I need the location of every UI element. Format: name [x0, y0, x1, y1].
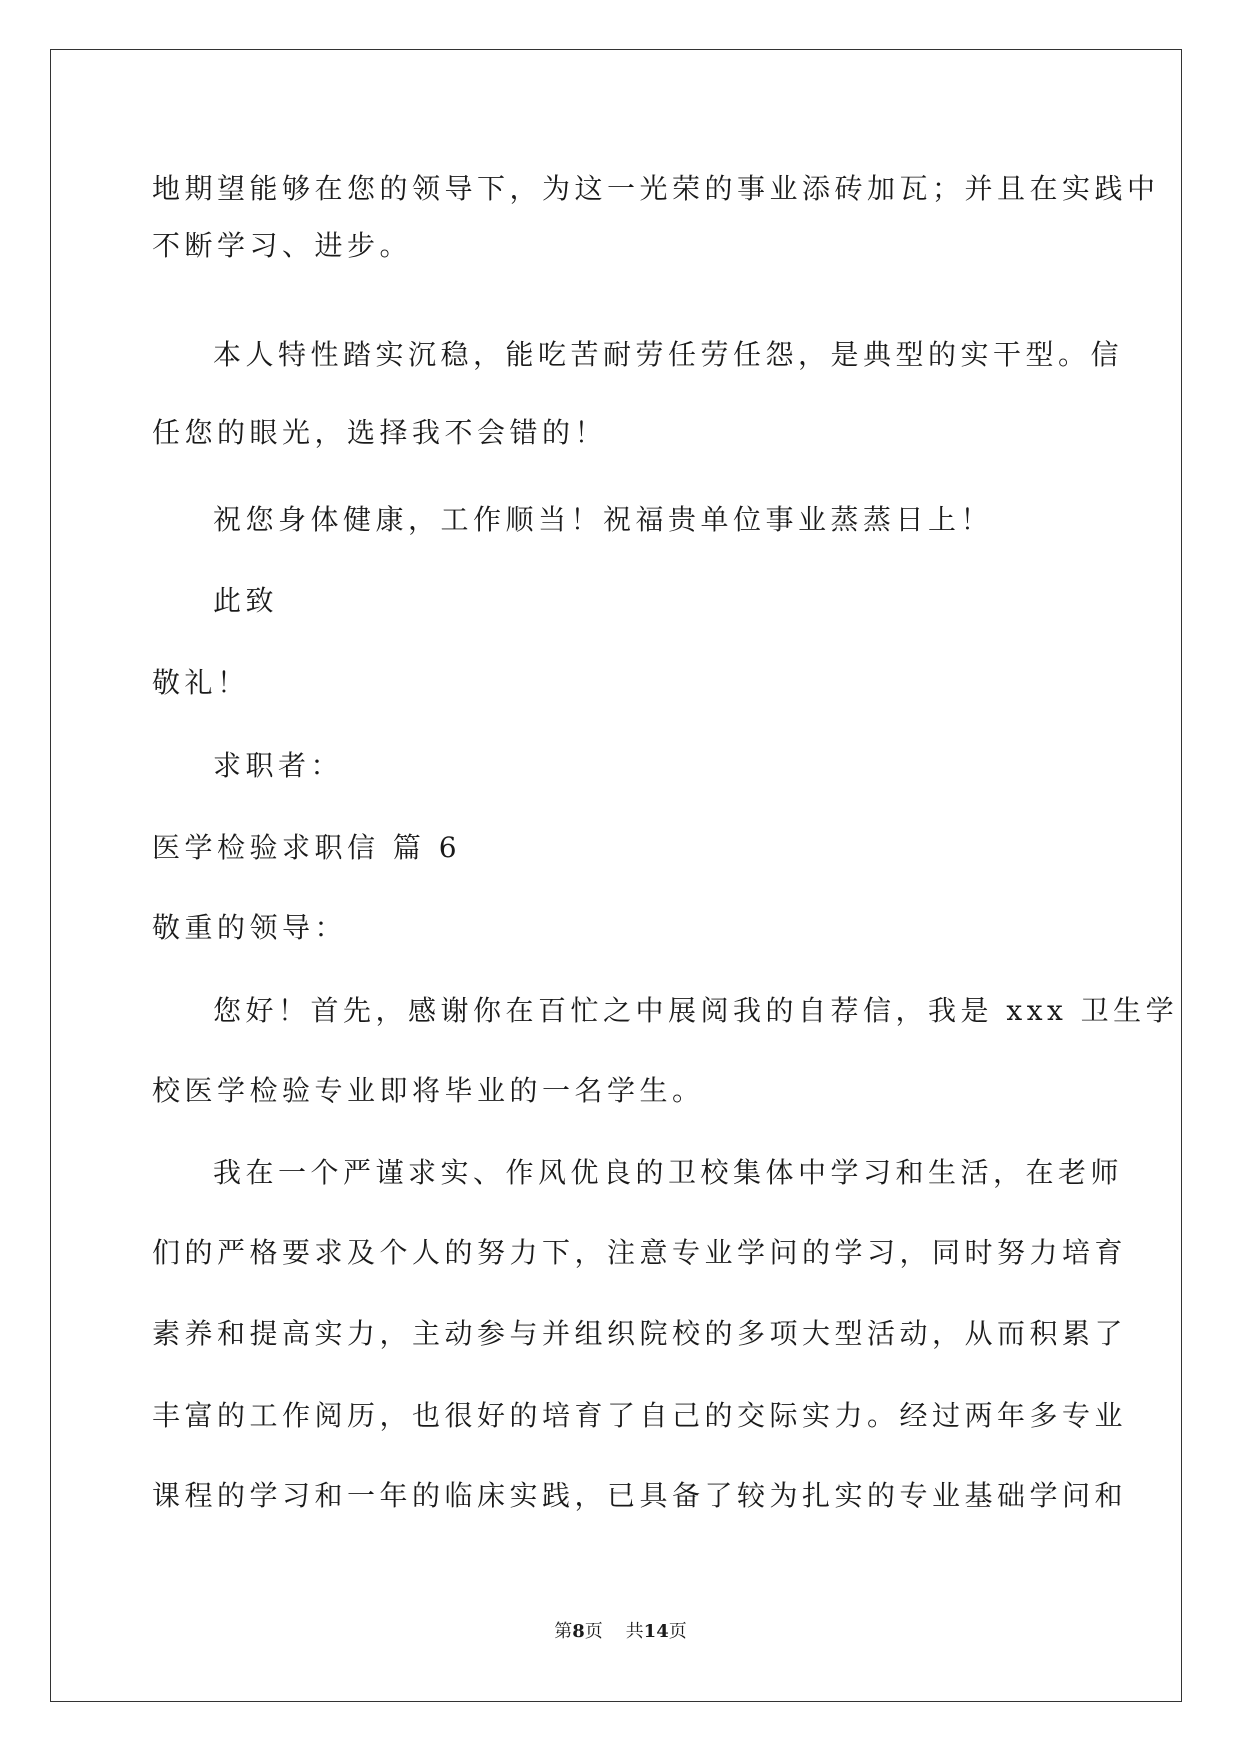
text-line: 本人特性踏实沉稳，能吃苦耐劳任劳任怨，是典型的实干型。信 — [213, 338, 1124, 371]
text-line: 此致 — [213, 584, 279, 617]
text-line: 校医学检验专业即将毕业的一名学生。 — [152, 1074, 705, 1107]
text-line: 素养和提高实力，主动参与并组织院校的多项大型活动，从而积累了 — [152, 1317, 1128, 1350]
text-line: 求职者： — [213, 749, 344, 782]
text-line: 您好！首先，感谢你在百忙之中展阅我的自荐信，我是 xxx 卫生学 — [213, 994, 1179, 1027]
text-line: 课程的学习和一年的临床实践，已具备了较为扎实的专业基础学问和 — [152, 1479, 1128, 1512]
page-number — [0, 1620, 1241, 1644]
page-border — [50, 49, 1182, 1702]
page-prefix: 第 — [554, 1621, 573, 1642]
current-page: 8 — [572, 1621, 585, 1642]
salutation: 敬重的领导： — [152, 911, 348, 944]
text-line: 敬礼！ — [152, 666, 250, 699]
total-pages: 14 — [643, 1621, 669, 1642]
text-line: 们的严格要求及个人的努力下，注意专业学问的学习，同时努力培育 — [152, 1236, 1128, 1269]
text-line: 丰富的工作阅历，也很好的培育了自己的交际实力。经过两年多专业 — [152, 1399, 1128, 1432]
text-line: 祝您身体健康，工作顺当！祝福贵单位事业蒸蒸日上！ — [213, 503, 994, 536]
page-mid: 页 共 — [584, 1621, 644, 1642]
text-line: 不断学习、进步。 — [152, 229, 413, 262]
text-line: 我在一个严谨求实、作风优良的卫校集体中学习和生活，在老师 — [213, 1156, 1124, 1189]
page-suffix: 页 — [668, 1621, 687, 1642]
text-line: 地期望能够在您的领导下，为这一光荣的事业添砖加瓦；并且在实践中 — [152, 172, 1160, 205]
section-heading: 医学检验求职信 篇 6 — [152, 831, 462, 864]
text-line: 任您的眼光，选择我不会错的！ — [152, 416, 608, 449]
